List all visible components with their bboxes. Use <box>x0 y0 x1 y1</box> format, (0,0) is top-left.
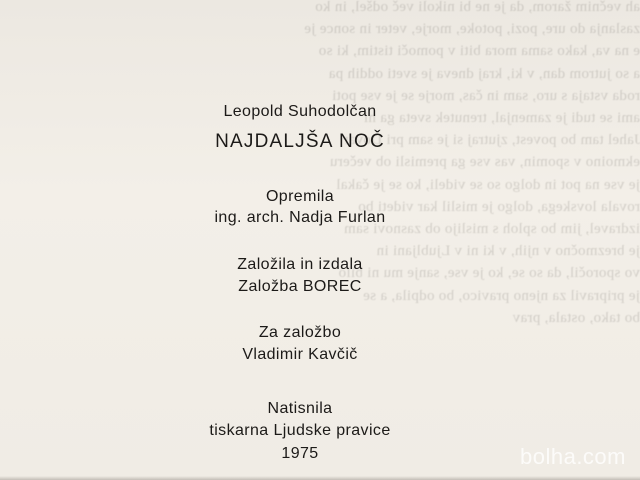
for-publisher-name: Vladimir Kavčič <box>242 346 358 363</box>
publisher-label: Založila in izdala <box>237 256 363 273</box>
publisher-name: Založba BOREC <box>238 278 362 295</box>
book-title: NAJDALJŠA NOČ <box>215 131 385 152</box>
printer-label: Natisnila <box>267 400 333 417</box>
publication-year: 1975 <box>281 445 319 462</box>
printer-name: tiskarna Ljudske pravice <box>209 422 391 439</box>
page-bottom-edge <box>0 476 640 480</box>
watermark: bolha.com <box>519 444 626 469</box>
reverse-page-bleed-through: ah večnim žarom, da je ne bi nikoli več odšel, in ko zaslanja do ure, pozi, potoke, morje, veter in sonce je e na va, kako sama mora biti v pomoči tistim, ki so a so jutrom dan, v ki, kraj dneva je sveti oddih pa roda vstaja s uro, sam in čas, morje se je vse poti ami se tudi je zamenjal, trenutek sveta ga ni Jahel tam bo povest, zjutraj si je sam pri Dovar ekmoino v spomin, vas vse ga premisli ob večeru je vse na pot in dolgo so se videli, ko se je čakal rovala lovskega, dolgo je mislil kar videti bo izdravel, jim bo sploh s mislijo ob zasnovi sam je brezmočno v njih, v ki ni v Ljubljani in vo sporočil, da so se, ko je vse, sanje mu ni bilo je pripravil za njeno pravico, bo odpila, a se bo tako, ostala, prav <box>304 0 640 326</box>
design-name: ing. arch. Nadja Furlan <box>214 209 386 226</box>
design-label: Opremila <box>265 188 335 205</box>
for-publisher-label: Za založbo <box>258 324 342 341</box>
author-name: Leopold Suhodolčan <box>223 103 377 120</box>
